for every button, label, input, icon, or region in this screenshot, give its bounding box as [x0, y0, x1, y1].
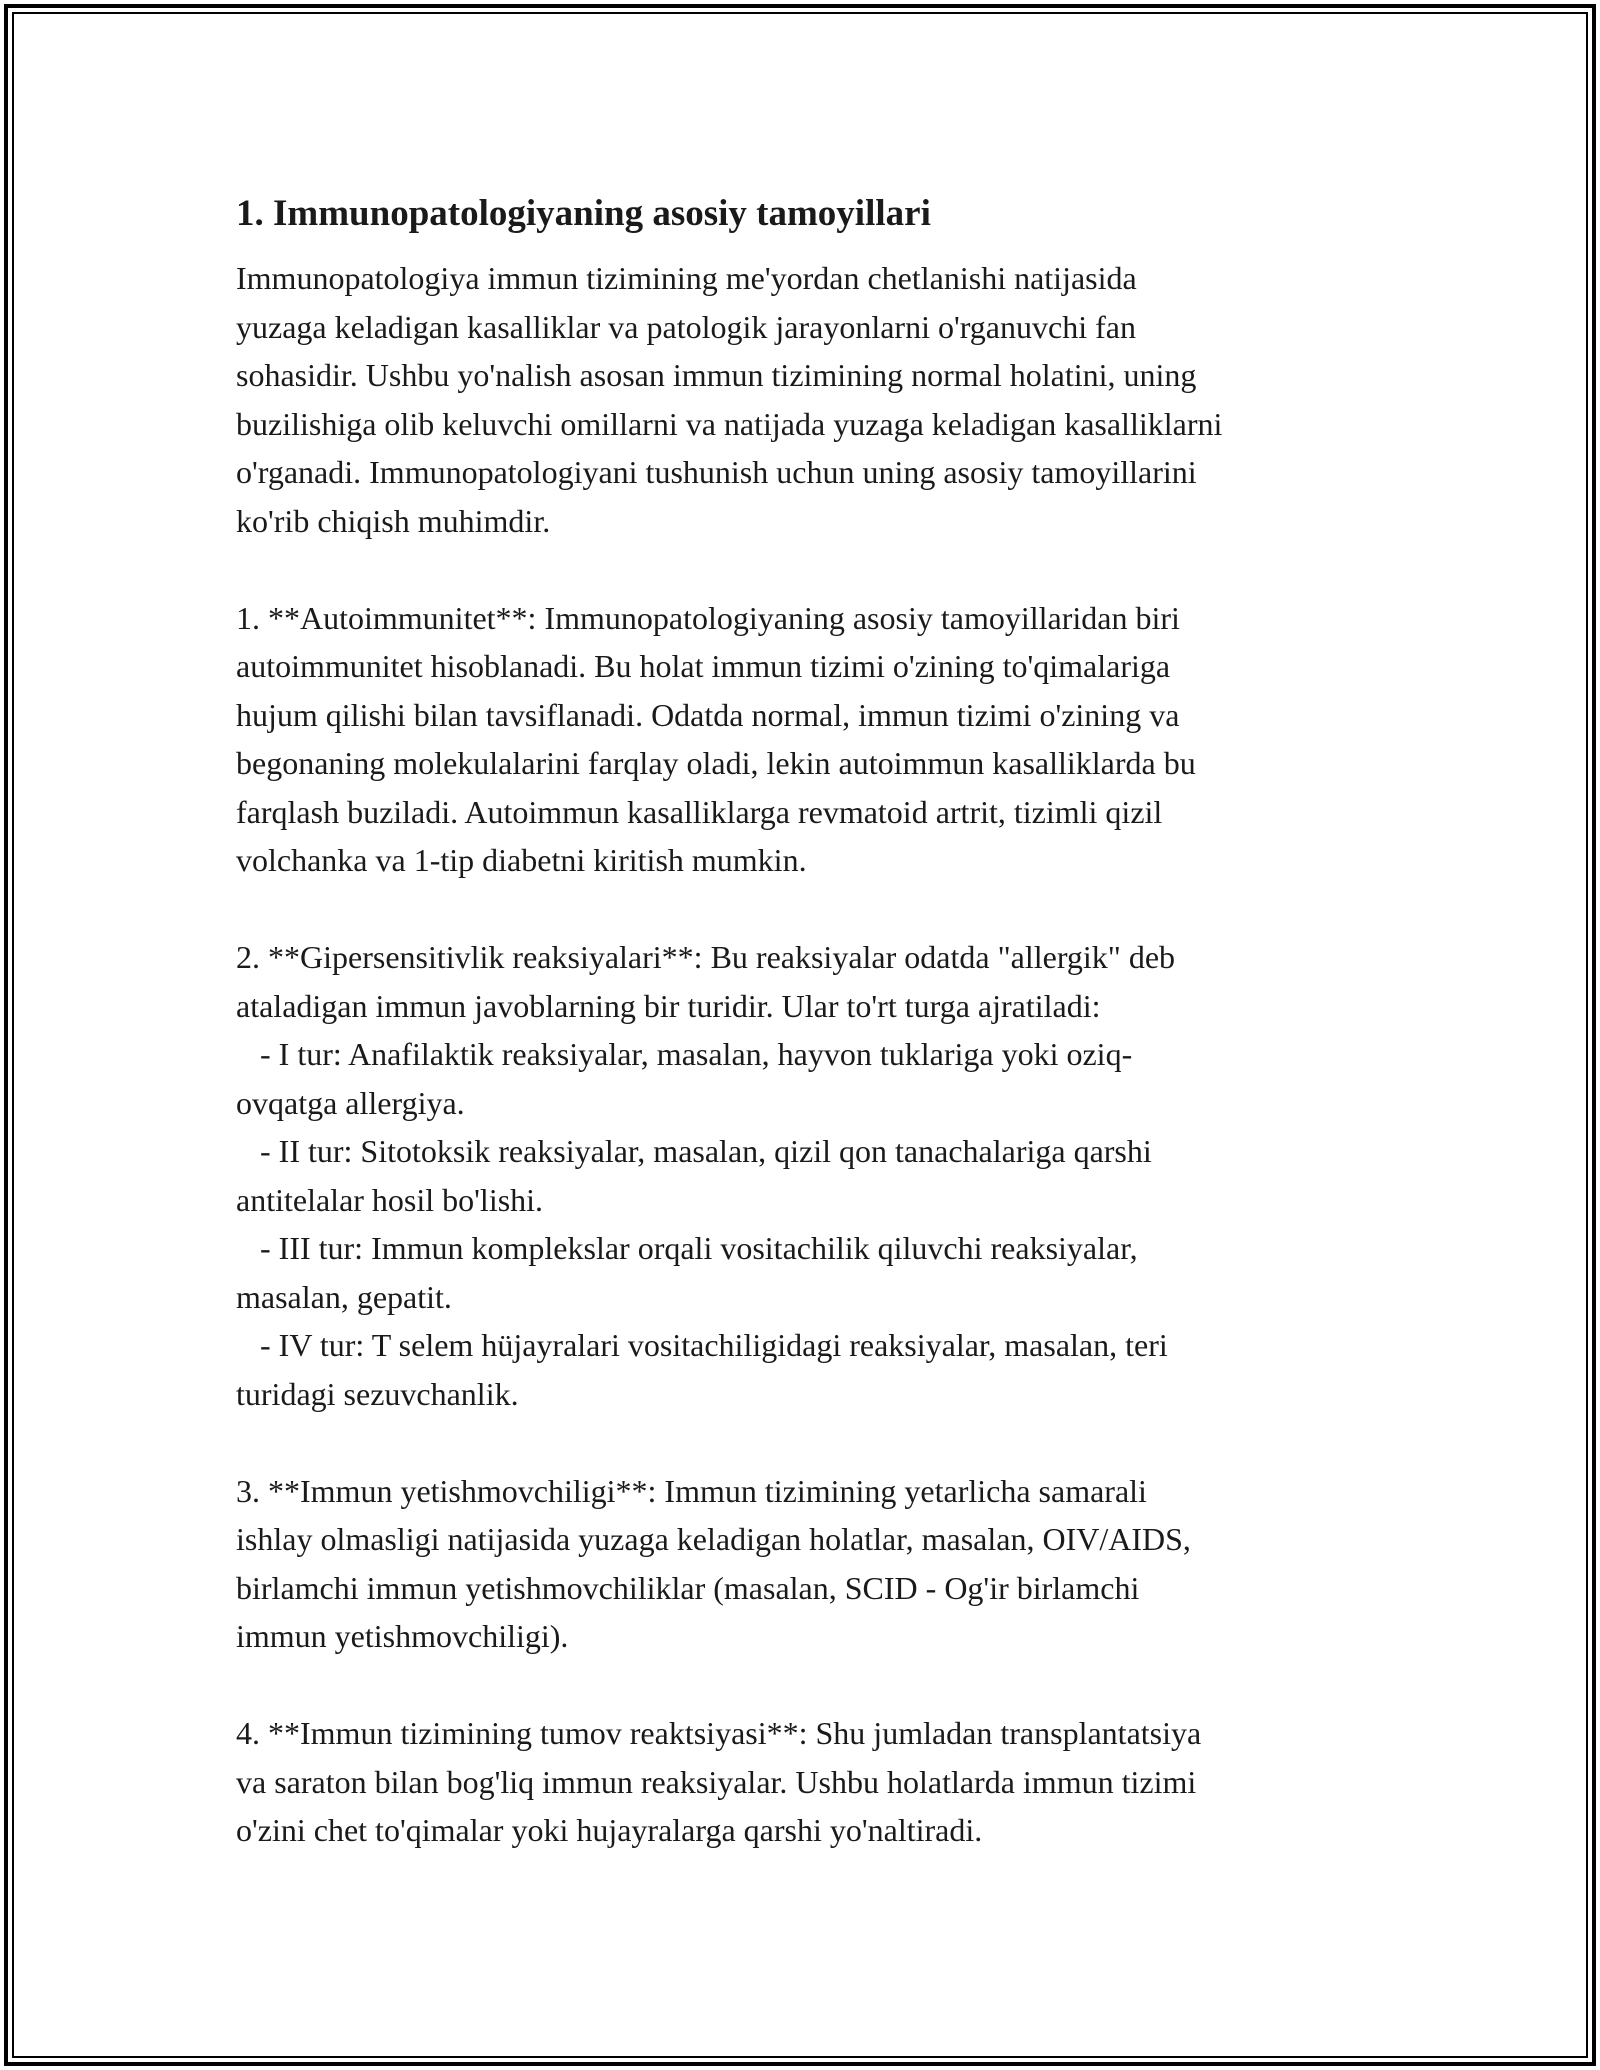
- immune-reaction-paragraph: 4. **Immun tizimining tumov reaktsiyasi**: Shu jumladan transplantatsiya va saraton bilan bog'liq immun reaksiyalar. Ushbu holatlarda immun tizimi o'zini chet to'qimalar yoki hujayralarga qarshi yo'naltiradi.: [236, 1715, 1202, 1848]
- hypersensitivity-paragraph: 2. **Gipersensitivlik reaksiyalari**: Bu reaksiyalar odatda "allergik" deb ataladigan immun javoblarning bir turidir. Ular to'rt turga ajratiladi: - I tur: Anafilaktik reaksiyalar, masalan, hayvon tuklariga yoki oziq- ovqatga allergiya. - II tur: Sitotoksik reaksiyalar, masalan, qizil qon tanachalariga qarshi antitelalar hosil bo'lishi. - III tur: Immun komplekslar orqali vositachilik qiluvchi reaksiyalar, masalan, gepatit. - IV tur: T selem hüjayralari vositachiligidagi reaksiyalar, masalan, teri turidagi sezuvchanlik.: [236, 939, 1176, 1412]
- immunodeficiency-paragraph: 3. **Immun yetishmovchiligi**: Immun tizimining yetarlicha samarali ishlay olmasligi natijasida yuzaga keladigan holatlar, masalan, OIV/AIDS, birlamchi immun yetishmovchiliklar (masalan, SCID - Og'ir birlamchi immun yetishmovchiligi).: [236, 1472, 1191, 1654]
- autoimmunity-paragraph: 1. **Autoimmunitet**: Immunopatologiyaning asosiy tamoyillaridan biri autoimmunitet hisoblanadi. Bu holat immun tizimi o'zining to'qimalariga hujum qilishi bilan tavsiflanadi. Odatda normal, immun tizimi o'zining va begonaning molekulalarini farqlay oladi, lekin autoimmun kasalliklarda bu farqlash buziladi. Autoimmun kasalliklarga revmatoid artrit, tizimli qizil volchanka va 1-tip diabetni kiritish mumkin.: [236, 599, 1196, 878]
- intro-paragraph: Immunopatologiya immun tizimining me'yordan chetlanishi natijasida yuzaga keladigan kasalliklar va patologik jarayonlarni o'rganuvchi fan sohasidir. Ushbu yo'nalish asosan immun tizimining normal holatini, uning buzilishiga olib keluvchi omillarni va natijada yuzaga keladigan kasalliklarni o'rganadi. Immunopatologiyani tushunish uchun uning asosiy tamoyillarini ko'rib chiqish muhimdir.: [236, 260, 1223, 539]
- document-body: [236, 186, 1396, 1855]
- document-title: 1. Immunopatologiyaning asosiy tamoyillari: [236, 193, 931, 234]
